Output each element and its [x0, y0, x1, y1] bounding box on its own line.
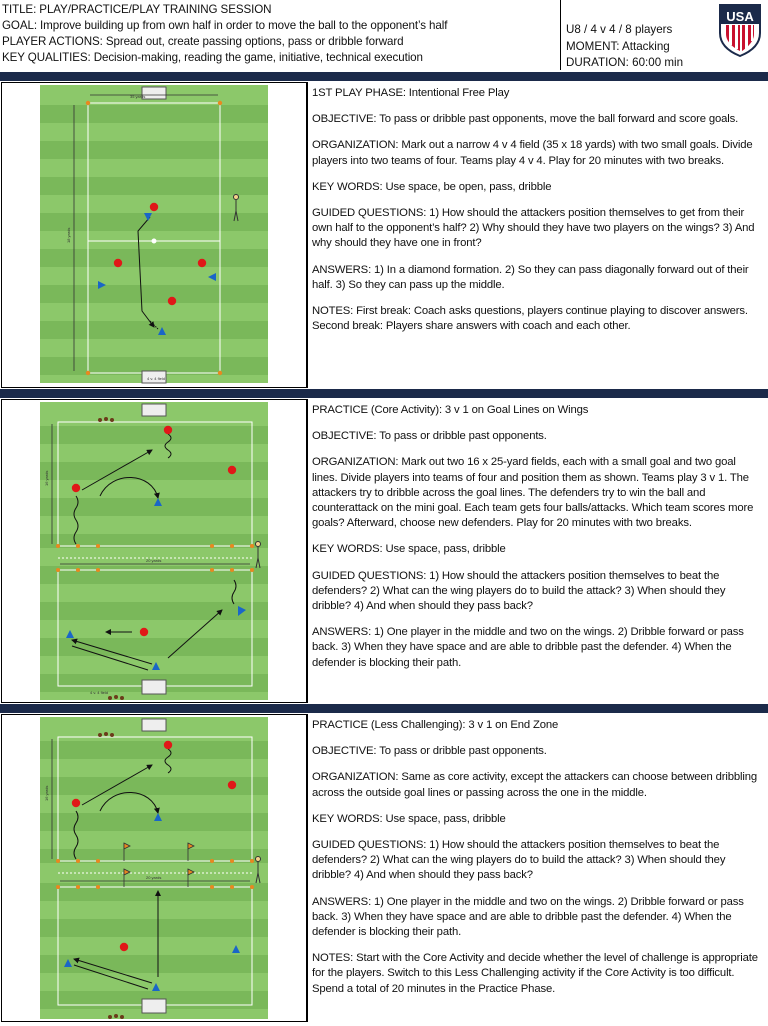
attacker	[72, 799, 80, 807]
section-divider	[0, 704, 768, 713]
answers: ANSWERS: 1) In a diamond formation. 2) So they can pass diagonally forward out of their half. 3) So they can pass up the middle.	[312, 263, 749, 291]
section-text	[312, 86, 762, 345]
section-divider	[0, 389, 768, 398]
key-words: KEY WORDS: Use space, pass, dribble	[312, 543, 506, 556]
session-header	[0, 0, 768, 70]
objective: OBJECTIVE: To pass or dribble past opponents.	[312, 745, 547, 758]
key-words: KEY WORDS: Use space, be open, pass, dribble	[312, 180, 552, 193]
phase-title: 1ST PLAY PHASE: Intentional Free Play	[312, 87, 510, 99]
diagram-core-activity	[1, 399, 307, 703]
notes: NOTES: Start with the Core Activity and decide whether the level of challenge is appropriate for the players. Switch to this Less Challenging activity if the Core Activity is too difficult. Spend a total of 20 minutes in the Practice Phase.	[312, 952, 758, 995]
session-meta	[566, 22, 706, 72]
field-stripes	[40, 402, 268, 700]
notes: NOTES: First break: Coach asks questions, players continue playing to discover answers. Second break: Players share answers with coach and each other.	[312, 305, 748, 333]
field-caption: 4 v. 4 field	[90, 690, 108, 695]
section-less-challenging	[0, 714, 768, 1022]
phase-title: PRACTICE (Less Challenging): 3 v 1 on End Zone	[312, 719, 559, 731]
section-core-activity	[0, 399, 768, 703]
section-first-play	[0, 82, 768, 388]
attacker	[140, 628, 148, 636]
attacker	[164, 426, 172, 434]
us-soccer-crest-icon	[718, 3, 762, 57]
attacker	[228, 466, 236, 474]
section-divider-line	[307, 82, 308, 388]
guided-questions: GUIDED QUESTIONS: 1) How should the attackers position themselves to beat the defenders? 2) What can the wing players do to build the attack? 3) When should they dribble? 4) And when should they pass back?	[312, 569, 726, 613]
length-label: 18 yards	[66, 227, 71, 243]
width-label: 35 yards	[130, 94, 146, 99]
guided-questions: GUIDED QUESTIONS: 1) How should the attackers position themselves to get from their own half to the opponent’s half? 2) Why should they have two players on the wings? 3) And why should they have one in front?	[312, 207, 755, 250]
organization: ORGANIZATION: Same as core activity, except the attackers can choose between dribbling across the outside goal lines or passing across the one in the middle.	[312, 771, 758, 799]
section-text	[312, 403, 762, 682]
field-stripes	[40, 717, 268, 1019]
section-text	[312, 718, 762, 1008]
attacker	[150, 203, 158, 211]
duration: DURATION: 60:00 min	[566, 56, 684, 69]
key-words: KEY WORDS: Use space, pass, dribble	[312, 812, 506, 825]
organization: ORGANIZATION: Mark out a narrow 4 v 4 field (35 x 18 yards) with two small goals. Divide players into two teams of four. Teams play 4 v 4. Play for 20 minutes with two breaks.	[312, 139, 753, 167]
organization: ORGANIZATION: Mark out two 16 x 25-yard fields, each with a small goal and two goal lines. Divide players into teams of four and position them as shown. Teams play 3 v 1. The attackers try to dribble across the goal lines. The defenders try to win the ball and counterattack on the mini goal. Each team gets four balls/attacks. Which team scores more goals? Afterward, choose new defenders. Play for 20 minutes with two breaks.	[312, 456, 754, 530]
answers: ANSWERS: 1) One player in the middle and two on the wings. 2) Dribble forward or pass back. 3) When they have space and are able to dribble past the defender. 4) When the defender is blocking their path.	[312, 895, 744, 939]
age-format: U8 / 4 v 4 / 8 players	[566, 23, 673, 36]
goal-top	[142, 719, 166, 731]
attacker	[198, 259, 206, 267]
session-info	[2, 2, 558, 66]
phase-title: PRACTICE (Core Activity): 3 v 1 on Goal Lines on Wings	[312, 404, 589, 416]
guided-questions: GUIDED QUESTIONS: 1) How should the attackers position themselves to beat the defenders? 2) What can the wing players do to build the attack? 3) When should they dribble? 4) And when should they pass back?	[312, 839, 726, 882]
objective: OBJECTIVE: To pass or dribble past opponents.	[312, 430, 547, 443]
attacker	[168, 297, 176, 305]
width-label: 20 yards	[146, 875, 162, 880]
section-divider-line	[307, 714, 308, 1022]
header-divider	[560, 0, 561, 70]
moment: MOMENT: Attacking	[566, 39, 670, 53]
attacker	[164, 741, 172, 749]
goal-top	[142, 87, 166, 99]
answers: ANSWERS: 1) One player in the middle and two on the wings. 2) Dribble forward or pass back. 3) When they have space and are able to dribble past the defender. 4) When the defender is blocking their path.	[312, 626, 744, 669]
section-divider	[0, 72, 768, 81]
width-label: 20 yards	[146, 558, 162, 563]
section-divider-line	[307, 399, 308, 703]
crest-lettering: USA	[726, 9, 754, 24]
session-title: TITLE: PLAY/PRACTICE/PLAY TRAINING SESSION	[2, 3, 272, 16]
diagram-first-play	[1, 82, 307, 388]
attacker	[228, 781, 236, 789]
goal-top	[142, 404, 166, 416]
goal-bottom	[142, 680, 166, 694]
session-player-actions: PLAYER ACTIONS: Spread out, create passing options, pass or dribble forward	[2, 35, 404, 48]
attacker	[114, 259, 122, 267]
length-label: 16 yards	[44, 785, 49, 801]
field-caption: 4 v. 4 field	[147, 376, 165, 381]
session-key-qualities: KEY QUALITIES: Decision-making, reading the game, initiative, technical execution	[2, 51, 423, 64]
length-label: 16 yards	[44, 470, 49, 486]
attacker	[72, 484, 80, 492]
goal-bottom	[142, 999, 166, 1013]
session-goal: GOAL: Improve building up from own half in order to move the ball to the opponent’s half	[2, 19, 448, 32]
attacker	[120, 943, 128, 951]
objective: OBJECTIVE: To pass or dribble past opponents, move the ball forward and score goals.	[312, 113, 739, 126]
diagram-less-challenging	[1, 714, 307, 1022]
